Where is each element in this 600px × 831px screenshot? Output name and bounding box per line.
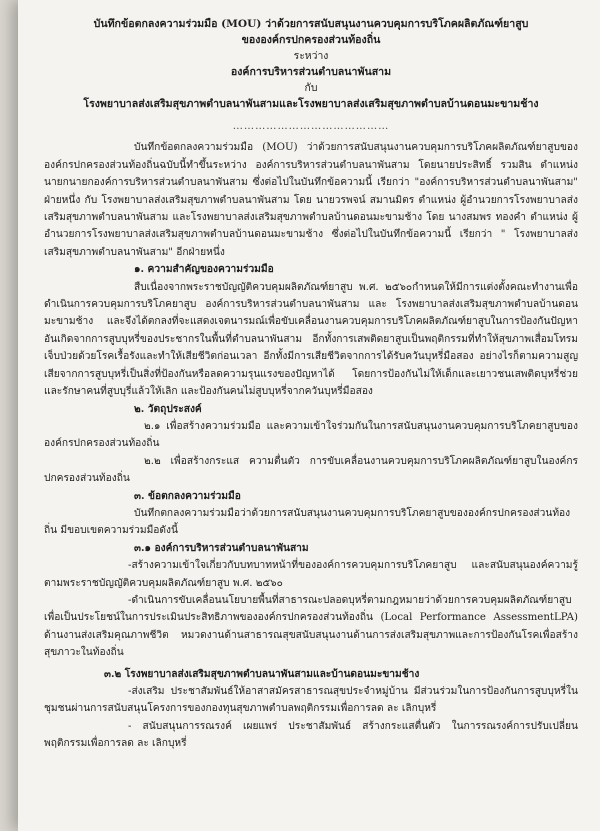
document-content (18, 0, 600, 753)
section2-item1: ๒.๑ เพื่อสร้างความร่วมมือ และความเข้าใจร่วมกันในการสนับสนุนงานควบคุมการบริโภคยาสูบขององค์กรปกครองส่วนท้องถิ่น (44, 420, 578, 450)
section3-1-heading: ๓.๑ องค์การบริหารส่วนตำบลนาพันสาม (134, 541, 309, 554)
with-label: กับ (304, 82, 318, 94)
party2-name: โรงพยาบาลส่งเสริมสุขภาพตำบลนาพันสามและโรงพยาบาลส่งเสริมสุขภาพตำบลบ้านดอนมะขามช้าง (83, 98, 539, 110)
section1-body: สืบเนื่องจากพระราชบัญญัติควบคุมผลิตภัณฑ์ยาสูบ พ.ศ. ๒๕๖๐กำหนดให้มีการแต่งตั้งคณะทำงานเพื่อดำเนินการควบคุมการบริโภคยาสูบ องค์การบริหารส่วนตำบลนาพันสาม และ โรงพยาบาลส่งเสริมสุขภาพตำบลบ้านดอนมะขามช้าง และจึงได้ตกลงที่จะแสดงเจตนารมณ์เพื่อขับเคลื่อนงานควบคุมการบริโภคผลิตภัณฑ์ยาสูบในการป้องกันปัญหาอันเกิดจากการสูบบุหรี่ของประชากรในพื้นที่ตำบลนาพันสาม อีกทั้งการเสพติดยาสูบเป็นพฤติกรรมที่ทำให้สุขภาพเสื่อมโทรม เจ็บป่วยด้วยโรคเรื้อรังและทำให้เสียชีวิตก่อนเวลา อีกทั้งมีการเสียชีวิตจากการได้รับควันบุหรี่มือสอง อย่างไรก็ตามความสูญเสียจากการสูบบุหรี่เป็นสิ่งที่ป้องกันหรือลดความรุนแรงของปัญหาได้ โดยการป้องกันไม่ให้เด็กและเยาวชนเสพติดบุหรี่ช่วยและรักษาคนที่สูบบุรี่แล้วให้เลิก และป้องกันคนไม่สูบบุหรี่จากควันบุหรี่มือสอง (44, 281, 578, 398)
intro-paragraph: บันทึกข้อตกลงความร่วมมือ (MOU) ว่าด้วยการสนับสนุนงานควบคุมการบริโภคผลิตภัณฑ์ยาสูบขององค์กรปกครองส่วนท้องถิ่นฉบับนี้ทำขึ้นระหว่าง องค์การบริหารส่วนตำบลนาพันสาม โดยนายประสิทธิ์ รวมสิน ตำแหน่ง นายกนายกองค์การบริหารส่วนตำบลนาพันสาม ซึ่งต่อไปในบันทึกข้อความนี้ เรียกว่า "องค์การบริหารส่วนตำบลนาพันสาม" ฝ่ายหนึ่ง กับ โรงพยาบาลส่งเสริมสุขภาพตำบลนาพันสาม โดย นายวรพจน์ สมานมิตร ตำแหน่ง ผู้อำนวยการโรงพยาบาลส่งเสริมสุขภาพตำบลนาพันสาม และโรงพยาบาลส่งเสริมสุขภาพตำบลบ้านดอนมะขามช้าง โดย นางสมพร ทองคำ ตำแหน่ง ผู้อำนวยการโรงพยาบาลส่งเสริมสุขภาพตำบลบ้านดอนมะขามช้าง ซึ่งต่อไปในบันทึกข้อความนี้ เรียกว่า " โรงพยาบาลส่งเสริมสุขภาพตำบลนาพันสาม" อีกฝ่ายหนึ่ง (44, 142, 578, 258)
separator-line: …………………………………… (232, 121, 390, 132)
section3-heading: ๓. ข้อตกลงความร่วมมือ (134, 489, 241, 502)
section3-2-heading: ๓.๒ โรงพยาบาลส่งเสริมสุขภาพตำบลนาพันสามและบ้านดอนมะขามช้าง (104, 667, 420, 680)
between-label: ระหว่าง (293, 50, 329, 62)
section2-heading: ๒. วัตถุประสงค์ (134, 402, 202, 415)
section3-2-bullet1: -ส่งเสริม ประชาสัมพันธ์ให้อาสาสมัครสาธารณสุขประจำหมู่บ้าน มีส่วนร่วมในการป้องกันการสูบบุหรี่ในชุมชนผ่านการสนับสนุนโครงการของกองทุนสุขภาพตำบลพฤติกรรมเพื่อการลด ละ เลิกบุหรี่ (44, 686, 578, 715)
party1-name: องค์การบริหารส่วนตำบลนาพันสาม (230, 66, 392, 78)
section1-heading: ๑. ความสำคัญของความร่วมมือ (134, 263, 274, 276)
section2-item2: ๒.๒ เพื่อสร้างกระแส ความตื่นตัว การขับเคลื่อนงานควบคุมการบริโภคผลิตภัณฑ์ยาสูบในองค์กรปกครองส่วนท้องถิ่น (44, 455, 578, 485)
doc-title-line2: ขององค์กรปกครองส่วนท้องถิ่น (241, 34, 381, 46)
section3-body: บันทึกตกลงความร่วมมือว่าด้วยการสนับสนุนงานควบคุมการบริโภคยาสูบขององค์กรปกครองส่วนท้องถิ่น มีขอบเขตความร่วมมือดังนี้ (44, 507, 571, 537)
section3-1-bullet2: -ดำเนินการขับเคลื่อนนโยบายพื้นที่สาธารณะปลอดบุหรี่ตามกฎหมายว่าด้วยการควบคุมผลิตภัณฑ์ยาสูบ เพื่อเป็นประโยชน์ในการประเมินประสิทธิภาพขององค์กรปกครองส่วนท้องถิ่น (Local Performance AssessmentLPA) ด้านงานส่งเสริมคุณภาพชีวิต หมวดงานด้านสาธารณสุขสนับสนุนงานด้านการส่งเสริมสุขภาพและการป้องกันโรคเพื่อสร้างสุขภาวะในท้องถิ่น (44, 594, 578, 659)
doc-title-line1: บันทึกข้อตกลงความร่วมมือ (MOU) ว่าด้วยการสนับสนุนงานควบคุมการบริโภคผลิตภัณฑ์ยาสูบ (93, 18, 529, 30)
section3-2-bullet2: - สนับสนุนการรณรงค์ เผยแพร่ ประชาสัมพันธ์ สร้างกระแสตื่นตัว ในการรณรงค์การปรับเปลี่ยนพฤติกรรมเพื่อการลด ละ เลิกบุหรี่ (44, 720, 578, 750)
document-page (18, 0, 600, 831)
section3-1-bullet1: -สร้างความเข้าใจเกี่ยวกับบทบาทหน้าที่ขององค์การควบคุมการบริโภคยาสูบ และสนับสนุนองค์ความรู้ตามพระราชบัญญัติควบคุมผลิตภัณฑ์ยาสูบ พ.ศ. ๒๕๖๐ (44, 560, 578, 589)
